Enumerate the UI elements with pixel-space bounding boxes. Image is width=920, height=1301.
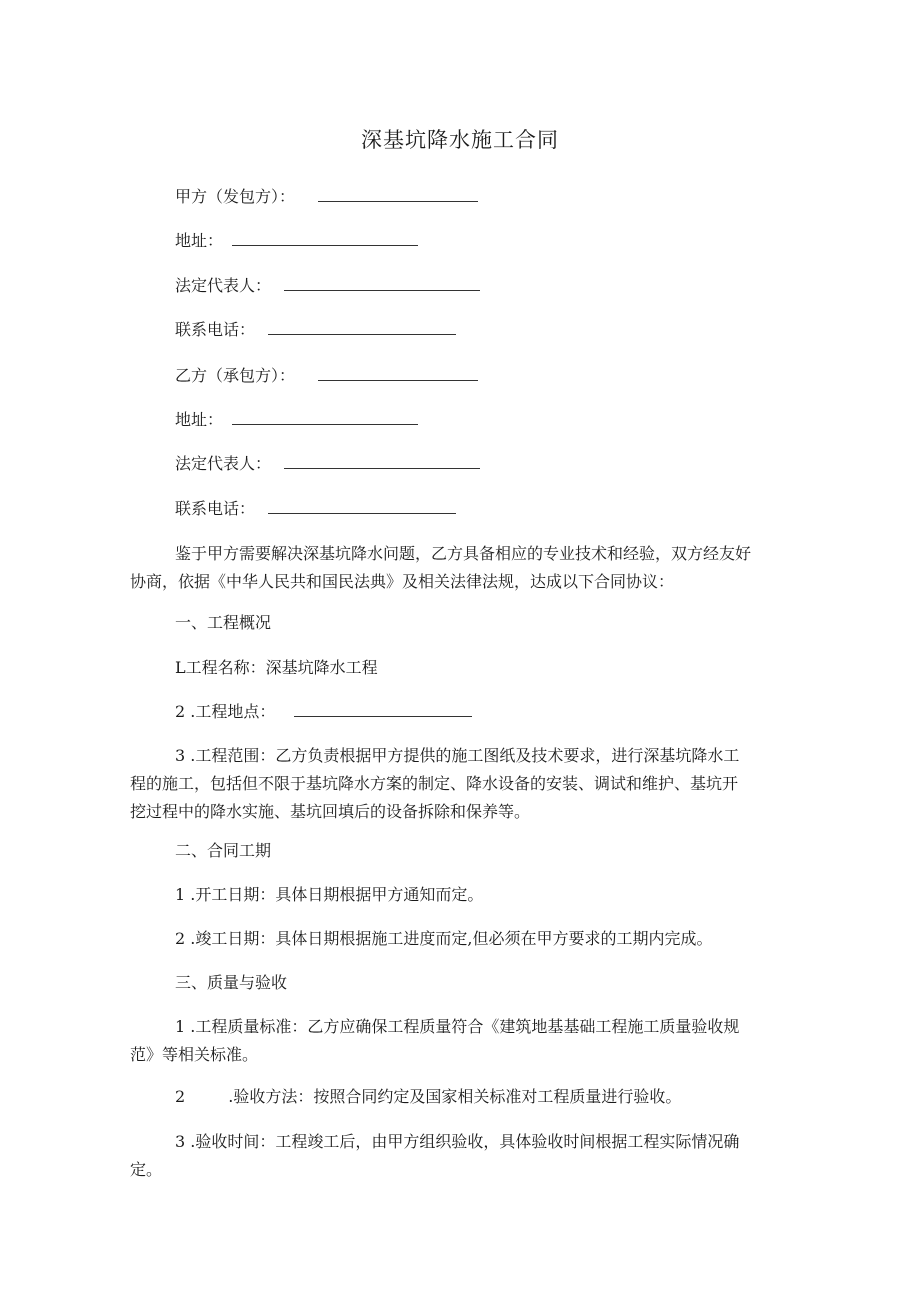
section1-heading: 一、工程概况 [175,613,272,632]
section1-item2-label: 2 .工程地点： [175,702,276,721]
party-b-rep-label: 法定代表人： [175,454,272,473]
section3-item3-line: 3 .验收时间：工程竣工后，由甲方组织验收，具体验收时间根据工程实际情况确 [175,1132,740,1151]
party-a-rep-label: 法定代表人： [175,276,272,295]
party-b-rep-line [175,453,480,475]
section3-item1-line: 1 .工程质量标准：乙方应确保工程质量符合《建筑地基基础工程施工质量验收规 [175,1017,740,1036]
party-a-address-line [175,230,418,252]
section3-item2-text: .验收方法：按照合同约定及国家相关标准对工程质量进行验收。 [228,1087,682,1106]
party-b-address-blank [232,410,418,425]
party-b-address-label: 地址： [175,410,224,429]
section3-item2-number: 2 [175,1087,186,1106]
document-title: 深基坑降水施工合同 [361,128,559,152]
party-a-address-blank [232,231,418,246]
party-a-phone-label: 联系电话： [175,320,256,339]
section1-item2-blank [294,702,472,717]
section3-item1-line: 范》等相关标准。 [130,1045,259,1064]
section2-heading: 二、合同工期 [175,841,272,860]
party-a-phone-line [175,319,456,341]
party-a-rep-blank [284,276,480,291]
party-b-line [175,365,478,387]
section3-item2-line [175,1086,681,1108]
section1-item3-line: 挖过程中的降水实施、基坑回填后的设备拆除和保养等。 [130,802,531,821]
party-a-line [175,186,478,208]
section3-heading: 三、质量与验收 [175,973,288,992]
section1-item1: L工程名称：深基坑降水工程 [175,658,378,677]
party-b-address-line [175,409,418,431]
section2-item2: 2 .竣工日期：具体日期根据施工进度而定,但必须在甲方要求的工期内完成。 [175,929,713,948]
preamble-line: 协商，依据《中华人民共和国民法典》及相关法律法规，达成以下合同协议： [130,572,675,591]
party-b-phone-label: 联系电话： [175,499,256,518]
party-a-rep-line [175,275,480,297]
section3-item3-paragraph [130,1128,790,1184]
party-a-label: 甲方（发包方）： [175,187,296,206]
party-b-rep-blank [284,454,480,469]
party-b-blank [318,366,478,381]
section1-item3-line: 3 .工程范围：乙方负责根据甲方提供的施工图纸及技术要求，进行深基坑降水工 [175,746,740,765]
preamble-paragraph [130,540,790,596]
section2-item1: 1 .开工日期：具体日期根据甲方通知而定。 [175,885,484,904]
section1-item2-line [175,701,472,723]
party-b-label: 乙方（承包方）： [175,366,296,385]
section3-item1-paragraph [130,1013,790,1069]
party-b-phone-line [175,498,456,520]
section1-item3-paragraph [130,742,790,826]
section3-item3-line: 定。 [130,1160,163,1179]
party-a-phone-blank [268,320,456,335]
party-b-phone-blank [268,499,456,514]
party-a-address-label: 地址： [175,231,224,250]
section1-item3-line: 程的施工，包括但不限于基坑降水方案的制定、降水设备的安装、调试和维护、基坑开 [130,774,739,793]
preamble-line: 鉴于甲方需要解决深基坑降水问题，乙方具备相应的专业技术和经验，双方经友好 [175,544,752,563]
party-a-blank [318,187,478,202]
